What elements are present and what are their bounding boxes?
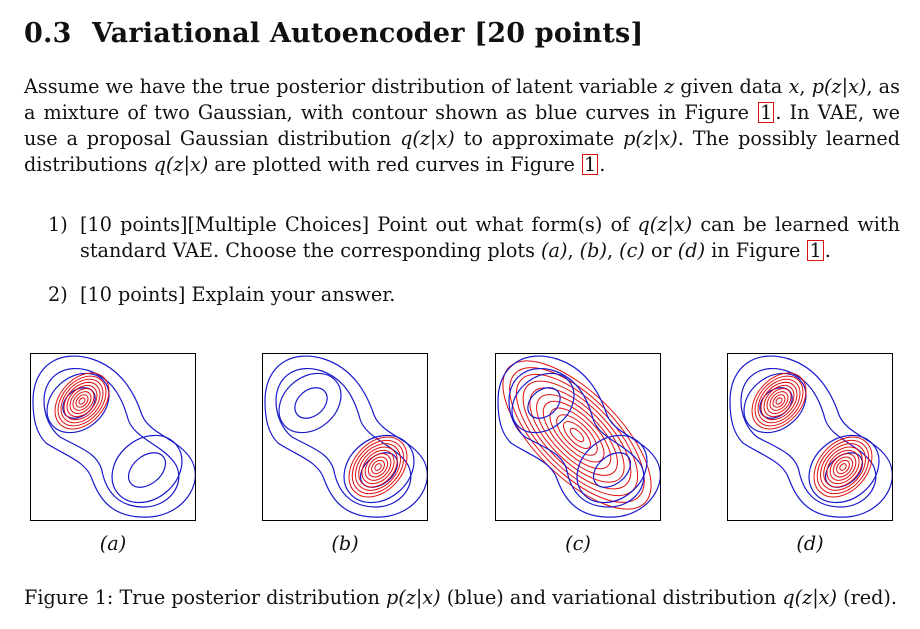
true-posterior-contour [99,422,196,517]
variational-contour [834,458,852,476]
caption-text: Figure 1: True posterior distribution [24,586,386,609]
question-text-part: [10 points][Multiple Choices] Point out what form(s) of [80,213,638,236]
figure-panel-d [727,353,893,521]
variational-contour [369,458,387,476]
variational-contour [745,367,812,435]
variational-contour [48,367,115,435]
contour-group [495,353,661,521]
true-posterior-contour [35,361,121,445]
caption-text: (blue) and variational distribution [440,586,783,609]
figure-panel-c [495,353,661,521]
question-text-part: can be learned with standard VAE. Choose the corresponding plots [80,213,900,262]
option-c: (c) [619,239,645,262]
variational-contour [811,435,874,499]
true-posterior-contour [265,356,427,517]
figure-ref-link[interactable]: 1 [809,239,822,262]
intro-text: to approximate [454,127,624,150]
option-a: (a) [541,239,568,262]
contour-plot-c [495,353,661,521]
true-posterior-contour [331,422,428,517]
variational-contour [775,397,783,406]
panel-label-a: (a) [99,532,127,555]
figure-ref-link[interactable]: 1 [760,101,773,124]
true-posterior-contour [267,361,353,445]
section-heading [24,18,643,49]
question-text-part: , [567,239,580,262]
variational-contour [346,435,409,499]
intro-text: . [599,153,606,176]
true-posterior-contour [500,361,586,445]
variational-contour [825,449,861,486]
math-q-z-given-x: q(z|x) [637,213,693,236]
figure-panel-a [30,353,196,521]
contour-group [33,356,195,517]
true-posterior-contour [33,356,195,517]
true-posterior-contour [732,361,818,445]
true-posterior-contour [276,369,411,507]
variational-contour [78,397,86,406]
question-text-part: , [606,239,620,262]
panel-label-d: (d) [796,532,824,555]
contour-plot-d [727,353,893,521]
variational-contour [373,462,382,471]
true-posterior-contour [796,422,893,517]
option-b: (b) [579,239,607,262]
question-1 [48,212,900,264]
math-p-z-given-x: p(z|x) [811,75,867,98]
math-q-z-given-x: q(z|x) [400,127,455,150]
true-posterior-contour [730,356,892,517]
question-number: 2) [48,283,68,306]
panel-label-b: (b) [331,532,359,555]
variational-contour [838,462,847,471]
variational-contour [568,426,586,444]
section-number: 0.3 [24,18,72,49]
variational-contour [802,426,883,509]
contour-group [265,356,427,517]
true-posterior-contour [498,356,660,517]
intro-text: Assume we have the true posterior distribution of latent variable [24,75,664,98]
true-posterior-contour [741,369,876,507]
figure-caption [24,585,904,611]
question-text: [10 points] Explain your answer. [80,283,396,306]
math-p-z-given-x: p(z|x) [623,127,678,150]
figure-panel-b [262,353,428,521]
true-posterior-contour [44,369,179,507]
variational-contour [74,392,91,409]
question-text-part: . [824,239,831,262]
intro-text: are plotted with red curves in Figure [208,153,581,176]
contour-group [730,356,892,517]
intro-text: , as a mixture of two Gaussian, with contour shown as blue curves in Figure [24,75,900,124]
intro-paragraph [24,74,900,178]
question-text [80,212,900,264]
question-number: 1) [48,213,68,236]
caption-text: (red). [836,586,897,609]
math-p-z-given-x: p(z|x) [385,586,441,609]
option-d: (d) [677,239,706,262]
variational-contour [360,449,396,486]
question-text-part: or [644,239,678,262]
figure-ref-link[interactable]: 1 [583,153,597,176]
true-posterior-contour [289,381,333,424]
intro-text: . The possibly learned distributions [24,127,900,176]
variational-contour [533,391,622,480]
question-2 [48,282,900,308]
question-text-part: in Figure [705,239,807,262]
math-x: x [788,75,800,98]
true-posterior-contour [522,381,566,424]
intro-text: . In VAE, we use a proposal Gaussian distribution [24,101,900,150]
intro-text: given data [674,75,789,98]
math-q-z-given-x: q(z|x) [782,586,837,609]
contour-plot-a [30,353,196,521]
math-z: z [663,75,675,98]
variational-contour [337,426,418,509]
intro-text: , [799,75,812,98]
contour-plot-b [262,353,428,521]
section-title: Variational Autoencoder [20 points] [92,18,644,49]
math-q-z-given-x: q(z|x) [153,153,209,176]
variational-contour [559,417,594,452]
variational-contour [771,392,788,409]
panel-label-c: (c) [565,532,591,555]
